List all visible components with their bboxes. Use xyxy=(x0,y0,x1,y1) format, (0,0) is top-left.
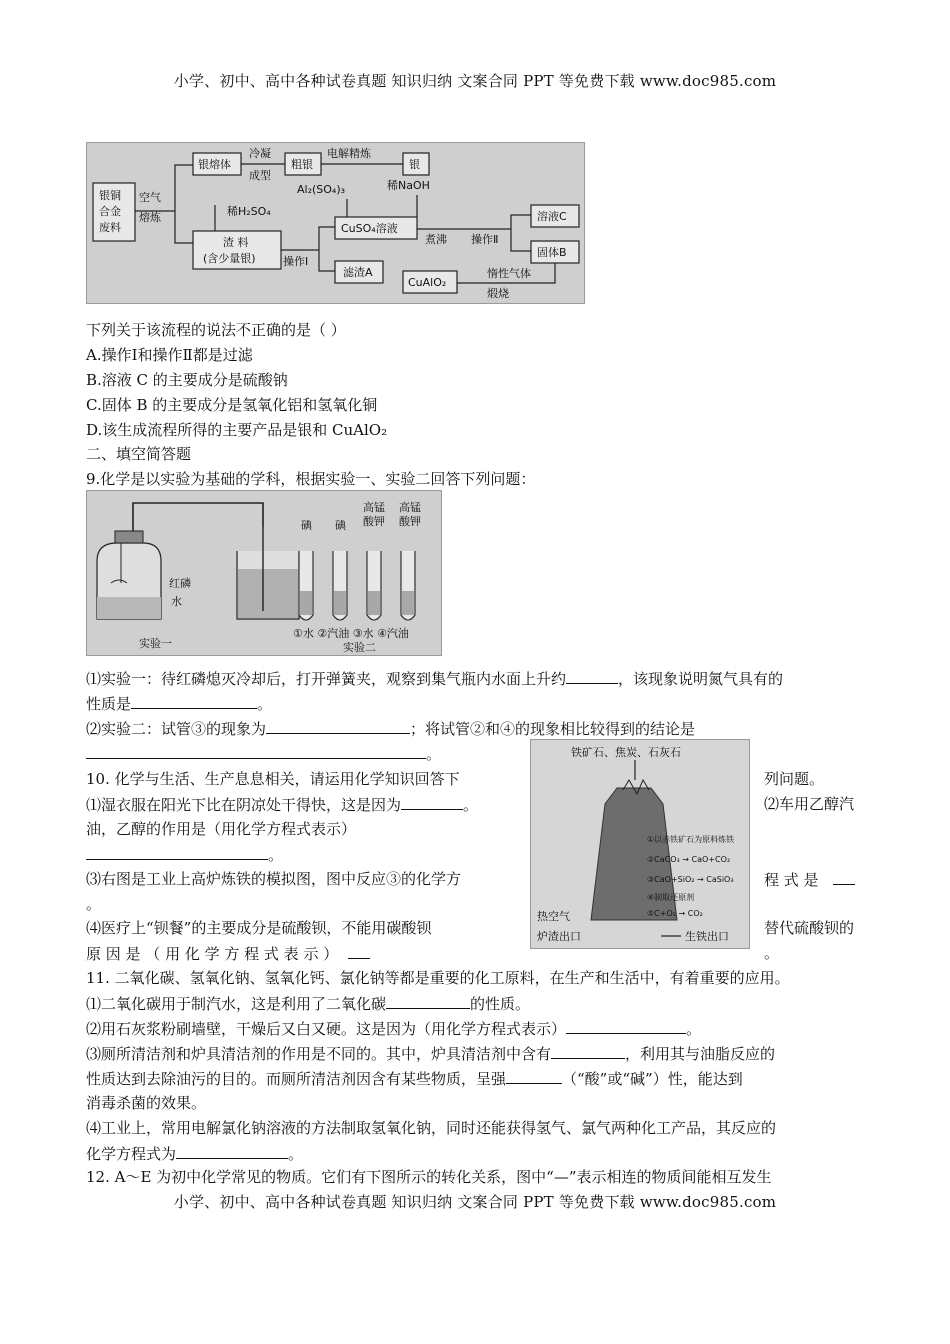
q11-part1: ⑴二氧化碳用于制汽水，这是利用了二氧化碳 的性质。 xyxy=(86,992,530,1015)
flow-al2so4: Al₂(SO₄)₃ xyxy=(297,183,346,196)
q10-blank-4[interactable] xyxy=(348,942,370,959)
flow-crude-silver: 粗银 xyxy=(291,158,313,171)
furnace-r1: ①以赤铁矿石为原料炼铁 xyxy=(647,835,735,844)
flow-silver: 银 xyxy=(409,158,420,171)
flow-alloy-1: 银铜 xyxy=(99,189,121,202)
q9-part1-line2: 性质是 。 xyxy=(86,692,272,715)
q10-l5b: 程 式 是 xyxy=(764,868,855,891)
q8-stem: 下列关于该流程的说法不正确的是（ ） xyxy=(86,321,346,339)
q10-l5a: ⑶右图是工业上高炉炼铁的模拟图，图中反应③的化学方 xyxy=(86,870,462,888)
q10-l7b: 替代硫酸钡的 xyxy=(764,919,855,937)
q12-stem: 12. A～E 为初中化学常见的物质。它们有下图所示的转化关系，图中“—”表示相连的物质间能相互发生 xyxy=(86,1168,772,1186)
furnace-slag-out: 炉渣出口 xyxy=(537,930,581,943)
flowchart-figure xyxy=(86,142,585,304)
flow-op1: 操作Ⅰ xyxy=(283,255,309,268)
exp2-label: 实验二 xyxy=(343,641,376,654)
q10-l1a: 10. 化学与生活、生产息息相关，请运用化学知识回答下 xyxy=(86,770,460,788)
q10-l3: 油，乙醇的作用是（用化学方程式表示） xyxy=(86,820,357,838)
furnace-iron-out: 生铁出口 xyxy=(685,930,729,943)
flow-air: 空气 xyxy=(139,191,161,204)
q10-l8b: 。 xyxy=(764,944,780,962)
flow-naoh: 稀NaOH xyxy=(387,179,430,192)
q8-option-c: C.固体 B 的主要成分是氢氧化铝和氢氧化铜 xyxy=(86,396,378,414)
tube-top-1: 碘 xyxy=(301,519,312,532)
flow-sol-c: 溶液C xyxy=(537,210,567,223)
q10-l2: ⑴湿衣服在阳光下比在阴凉处干得快，这是因为 。 xyxy=(86,793,478,816)
exp1-label: 实验一 xyxy=(139,637,172,650)
experiment-figure xyxy=(86,490,442,656)
q9-blank-3[interactable] xyxy=(266,717,410,734)
q10-blank-3[interactable] xyxy=(833,868,855,885)
flow-boil: 煮沸 xyxy=(425,233,447,246)
exp1-water: 水 xyxy=(171,595,182,608)
q8-option-b: B.溶液 C 的主要成分是硫酸钠 xyxy=(86,371,288,389)
q11-part3-line1: ⑶厕所清洁剂和炉具清洁剂的作用是不同的。其中，炉具清洁剂中含有 ，利用其与油脂反应的 xyxy=(86,1042,775,1065)
q8-option-d: D.该生成流程所得的主要产品是银和 CuAlO₂ xyxy=(86,421,388,439)
q11-blank-2[interactable] xyxy=(566,1017,686,1034)
flow-op2: 操作Ⅱ xyxy=(471,233,499,246)
tube-top-4: 高锰 xyxy=(399,501,421,514)
q11-part3-line2: 性质达到去除油污的目的。而厕所清洁剂因含有某些物质，呈强 （“酸”或“碱”）性，能达到 xyxy=(86,1067,743,1090)
flow-solid-b: 固体B xyxy=(537,246,567,259)
furnace-hot-air: 热空气 xyxy=(537,910,570,923)
q10-l8: 原 因 是 （ 用 化 学 方 程 式 表 示 ） xyxy=(86,942,370,965)
tube-labels: ①水 ②汽油 ③水 ④汽油 xyxy=(293,627,409,640)
furnace-r5: ⑤C+O₂ → CO₂ xyxy=(647,909,703,918)
flow-alloy-2: 合金 xyxy=(99,205,121,218)
tube-top-2: 碘 xyxy=(335,519,346,532)
q8-option-a: A.操作Ⅰ和操作Ⅱ都是过滤 xyxy=(86,346,253,364)
q10-l2c: ⑵车用乙醇汽 xyxy=(764,795,855,813)
flow-slag-2: (含少量银) xyxy=(203,252,256,265)
q11-blank-3[interactable] xyxy=(551,1042,625,1059)
q10-l4: 。 xyxy=(86,843,283,866)
q9-part2-line1: ⑵实验二：试管③的现象为 ；将试管②和④的现象相比较得到的结论是 xyxy=(86,717,695,740)
flow-calcine: 煅烧 xyxy=(487,287,509,300)
q11-part3-line3: 消毒杀菌的效果。 xyxy=(86,1094,207,1112)
flow-electro: 电解精炼 xyxy=(327,147,371,160)
q11-part4-line2: 化学方程式为 。 xyxy=(86,1142,303,1165)
q10-l1b: 列问题。 xyxy=(764,770,825,788)
section-title: 二、填空简答题 xyxy=(86,445,192,463)
q9-stem: 9.化学是以实验为基础的学科，根据实验一、实验二回答下列问题： xyxy=(86,470,536,488)
q10-blank-2[interactable] xyxy=(86,843,268,860)
flow-dilute-h2so4: 稀H₂SO₄ xyxy=(227,205,271,218)
tube-top-4b: 酸钾 xyxy=(399,515,421,528)
tube-top-3: 高锰 xyxy=(363,501,385,514)
q9-part2-line2: 。 xyxy=(86,742,441,765)
q11-blank-4[interactable] xyxy=(506,1067,562,1084)
page-footer: 小学、初中、高中各种试卷真题 知识归纳 文案合同 PPT 等免费下载 www.doc985.com xyxy=(173,1193,777,1211)
q9-blank-4[interactable] xyxy=(86,742,426,759)
flow-slag-1: 渣 料 xyxy=(223,236,249,249)
q11-part2: ⑵用石灰浆粉刷墙壁，干燥后又白又硬。这是因为（用化学方程式表示） 。 xyxy=(86,1017,701,1040)
q9-blank-1[interactable] xyxy=(566,667,618,684)
q11-blank-5[interactable] xyxy=(176,1142,288,1159)
page-header: 小学、初中、高中各种试卷真题 知识归纳 文案合同 PPT 等免费下载 www.doc985.com xyxy=(173,72,777,90)
furnace-r3: ③CaO+SiO₂ → CaSiO₃ xyxy=(647,875,734,884)
q10-blank-1[interactable] xyxy=(401,793,463,810)
furnace-r4: ④制取还原剂 xyxy=(647,893,695,902)
blast-furnace-figure xyxy=(530,739,750,949)
q9-part1-line1: ⑴实验一：待红磷熄灭冷却后，打开弹簧夹，观察到集气瓶内水面上升约 ，该现象说明氮气具有的 xyxy=(86,667,783,690)
flow-alloy-3: 废料 xyxy=(99,221,121,234)
flow-residue-a: 滤渣A xyxy=(343,266,373,279)
flow-cool-1: 冷凝 xyxy=(249,147,271,160)
flow-cuso4: CuSO₄溶液 xyxy=(341,222,398,235)
q10-l6: 。 xyxy=(86,895,102,913)
flow-cualo2: CuAlO₂ xyxy=(408,276,447,289)
flow-inert: 惰性气体 xyxy=(487,267,531,280)
tube-top-3b: 酸钾 xyxy=(363,515,385,528)
q10-l7a: ⑷医疗上“钡餐”的主要成分是硫酸钡，不能用碳酸钡 xyxy=(86,919,432,937)
q11-stem: 11. 二氧化碳、氢氧化钠、氢氧化钙、氯化钠等都是重要的化工原料，在生产和生活中，有着重要的应用。 xyxy=(86,969,790,987)
q9-blank-2[interactable] xyxy=(131,692,257,709)
q11-part4-line1: ⑷工业上，常用电解氯化钠溶液的方法制取氢氧化钠，同时还能获得氢气、氯气两种化工产品，其反应的 xyxy=(86,1119,777,1137)
exp1-red-p: 红磷 xyxy=(169,577,191,590)
flow-cool-2: 成型 xyxy=(249,169,271,182)
flow-silver-melt: 银熔体 xyxy=(198,158,231,171)
q11-blank-1[interactable] xyxy=(386,992,470,1009)
flow-smelt: 熔炼 xyxy=(139,211,161,224)
furnace-top-label: 铁矿石、焦炭、石灰石 xyxy=(571,746,681,759)
furnace-r2: ②CaCO₃ → CaO+CO₂ xyxy=(647,855,731,864)
